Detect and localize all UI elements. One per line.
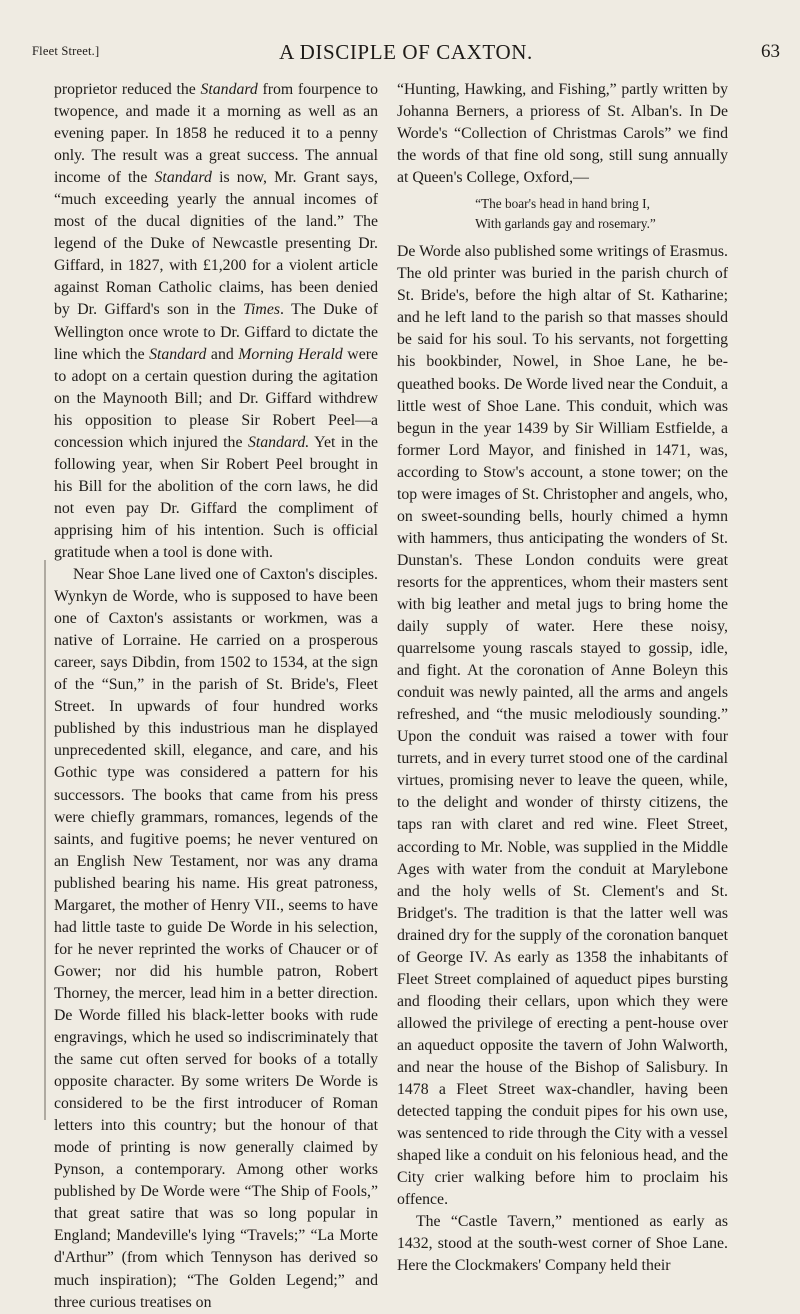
paragraph-conduit: De Worde also published some writings of Erasmus. The old printer was buried in the parish church of St. Bride's, before the high altar of St. Katharine; and he left land to the parish so that masses should be said for his soul. To his servants, not forgetting his bookbinder, Nowel, in Shoe Lane, he bequeathed books. De Worde lived near the Conduit, a little west of Shoe Lane. This conduit, which was begun in the year 1439 by Sir William Estfielde, a former Lord Mayor, and finished in 1471, was, according to Stow's account, a stone tower; on the top were images of St. Christopher and angels, who, on sweet-sounding bells, hourly chimed a hymn with hammers, thus anticipating the wonders of St. Dunstan's. These London conduits were great resorts for the apprentices, whom their masters sent with big leather and metal jugs to bring home the daily supply of water. Here these noisy, quarrelsome young rascals stayed to gossip, idle, and fight. At the coronation of Anne Boleyn this conduit was newly painted, all the arms and angels refreshed, and “the music melodiously sounding.” Upon the conduit was raised a tower with four turrets, and in every turret stood one of the cardinal virtues, promising never to leave the queen, while, to the delight and wonder of thirsty citizens, the taps ran with claret and red wine. Fleet Street, according to Mr. Noble, was supplied in the Middle Ages with water from the conduit at Marylebone and the holy wells of St. Clement's and St. Bridget's. The tradition is that the latter well was drained dry for the supply of the coronation banquet of George IV. As early as 1358 the inhabitants of Fleet Street complained of aqueduct pipes bursting and flooding their cellars, upon which they were allowed the privilege of erecting a pent-house over an aqueduct opposite the tavern of John Walworth, and near the house of the Bishop of Salisbury. In 1478 a Fleet Street wax-chandler, having been detected tapping the conduit pipes for his own use, was sentenced to ride through the City with a vessel shaped like a conduit on his felonious head, and the City crier walking before him to proclaim his offence. xyxy=(397,243,729,1209)
binding-shadow xyxy=(44,560,46,1120)
verse-line: With garlands gay and rosemary.” xyxy=(475,216,656,232)
paragraph-standard-newspaper: proprietor reduced the Standard from fourpence to twopence, and made it a morning as well as an evening paper. In 1858 he reduced it to a penny only. The result was a great success. The annual income of the Standard is now, Mr. Grant says, “much exceeding yearly the annual incomes of most of the ducal dignities of the land.” The legend of the Duke of Newcastle presenting Dr. Giffard, in 1827, with £1,200 for a violent article against Roman Catholic claims, has been denied by Dr. Giffard's son in the Times. The Duke of Wellington once wrote to Dr. Giffard to dictate the line which the Standard and Morning Herald were to adopt on a certain question during the agitation on the Maynooth Bill; and Dr. Giffard withdrew his opposition to please Sir Robert Peel—a concession which injured the Standard. Yet in the following year, when Sir Robert Peel brought in his Bill for the abolition of the corn laws, he did not even pay Dr. Giffard the compliment of apprising him of his intention. Such is official gratitude when a tool is done with. xyxy=(54,81,378,561)
verse-quotation xyxy=(397,194,728,234)
verse-line: “The boar's head in hand bring I, xyxy=(475,196,650,212)
paragraph-wynkyn-de-worde: Near Shoe Lane lived one of Caxton's disciples. Wynkyn de Worde, who is supposed to have been one of Caxton's assistants or workmen, was a native of Lorraine. He carried on a prosperous career, says Dibdin, from 1502 to 1534, at the sign of the “Sun,” in the parish of St. Bride's, Fleet Street. In upwards of four hundred works published by this industrious man he displayed unprecedented skill, elegance, and care, and his Gothic type was considered a pattern for his successors. The books that came from his press were chiefly grammars, romances, legends of the saints, and fugitive poems; he never ventured on an English New Testament, nor was any drama published bearing his name. His great patroness, Margaret, the mother of Henry VII., seems to have had little taste to guide De Worde in his selection, for he never reprinted the works of Chaucer or of Gower; nor did his humble patron, Robert Thorney, the mercer, lead him in a better direction. De Worde filled his black-letter books with rude engravings, which he used so indiscriminately that the same cut often served for books of a totally opposite character. By some writers De Worde is considered to be the first introducer of Roman letters into this country; but the honour of that mode of printing is now generally claimed by Pynson, a contemporary. Among other works published by De Worde were “The Ship of Fools,” that great satire that was so long popular in England; Mandeville's lying “Travels;” “La Morte d'Arthur” (from which Tennyson has derived so much inspiration); “The Golden Legend;” and three curious treatises on xyxy=(54,566,378,1311)
running-head-title: A DISCIPLE OF CAXTON. xyxy=(279,40,533,64)
paragraph-hunting-hawking: “Hunting, Hawking, and Fishing,” partly written by Johanna Berners, a prioress of St. Alban's. In De Worde's “Collection of Christmas Carols” we find the words of that fine old song, still sung annually at Queen's College, Oxford,— xyxy=(397,81,728,187)
running-head-section: Fleet Street.] xyxy=(32,44,100,58)
left-column xyxy=(54,79,378,1314)
right-column xyxy=(397,79,728,1277)
page-header xyxy=(32,40,780,74)
page-number: 63 xyxy=(761,41,780,62)
paragraph-castle-tavern: The “Castle Tavern,” mentioned as early as 1432, stood at the south-west corner of Shoe Lane. Here the Clockmakers' Company held their xyxy=(397,1213,728,1275)
